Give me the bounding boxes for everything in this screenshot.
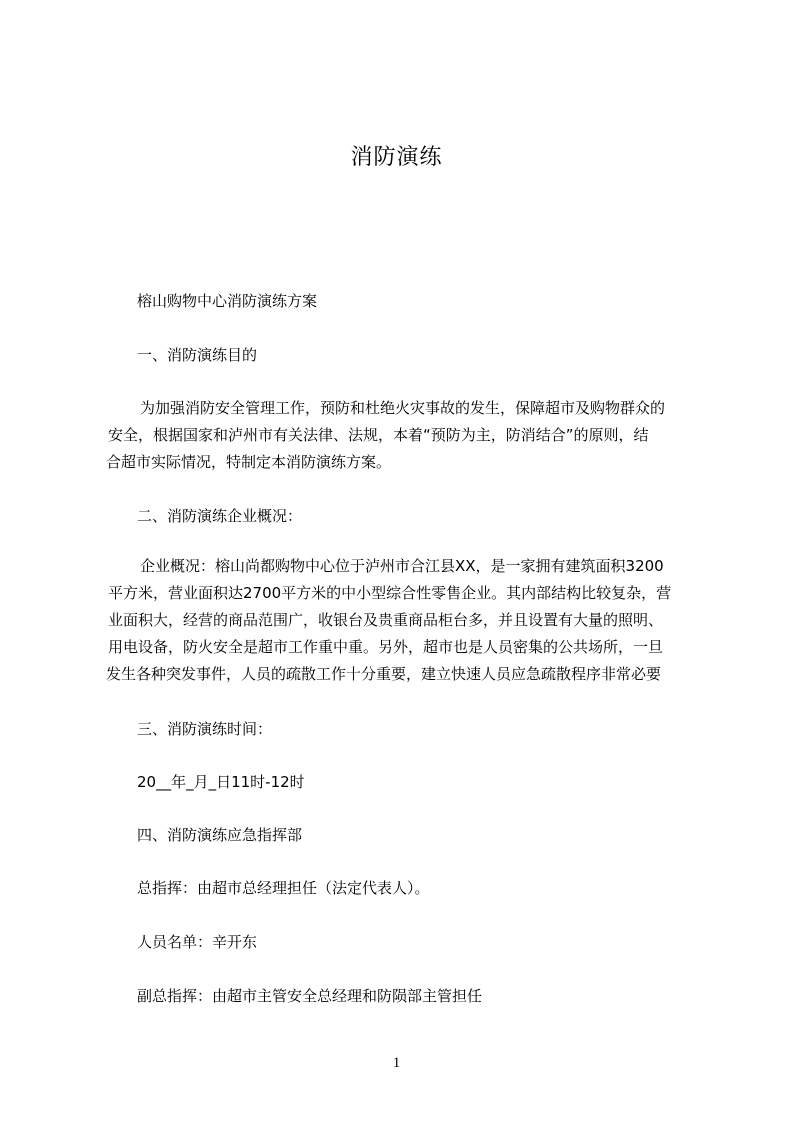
commander-line: 总指挥：由超市总经理担任（法定代表人）。 [137,879,430,897]
paragraph-overview [106,553,698,688]
paragraph-line: 安全，根据国家和泸州市有关法律、法规，本着“预防为主，防消结合”的原则，结 [108,426,649,444]
section-heading-overview: 二、消防演练企业概况： [137,507,303,525]
section-heading-command: 四、消防演练应急指挥部 [137,826,303,844]
paragraph-line: 合超市实际情况，特制定本消防演练方案。 [106,453,392,471]
paragraph-line: 为加强消防安全管理工作，预防和杜绝火灾事故的发生，保障超市及购物群众的 [140,399,666,417]
section-heading-purpose: 一、消防演练目的 [137,346,258,364]
paragraph-purpose [106,395,698,476]
deputy-commander-line: 副总指挥：由超市主管安全总经理和防陨部主管担任 [137,987,483,1005]
subtitle: 榕山购物中心消防演练方案 [137,292,318,310]
section-heading-time: 三、消防演练时间： [137,720,273,738]
paragraph-line: 业面积大，经营的商品范围广，收银台及贵重商品柜台多，并且设置有大量的照明、 [108,611,664,629]
paragraph-line: 发生各种突发事件，人员的疏散工作十分重要，建立快速人员应急疏散程序非常必要 [106,665,662,683]
staff-list-line: 人员名单：辛开东 [137,933,258,951]
document-title: 消防演练 [350,145,443,170]
drill-time: 20__年_月_日11时-12时 [137,773,305,791]
paragraph-line: 用电设备，防火安全是超市工作重中重。另外，超市也是人员密集的公共场所，一旦 [108,638,664,656]
paragraph-line: 企业概况：榕山尚都购物中心位于泸州市合江县XX，是一家拥有建筑面积3200 [140,557,664,575]
page-number: 1 [392,1055,401,1071]
paragraph-line: 平方米，营业面积达2700平方米的中小型综合性零售企业。其内部结构比较复杂，营 [108,584,672,602]
